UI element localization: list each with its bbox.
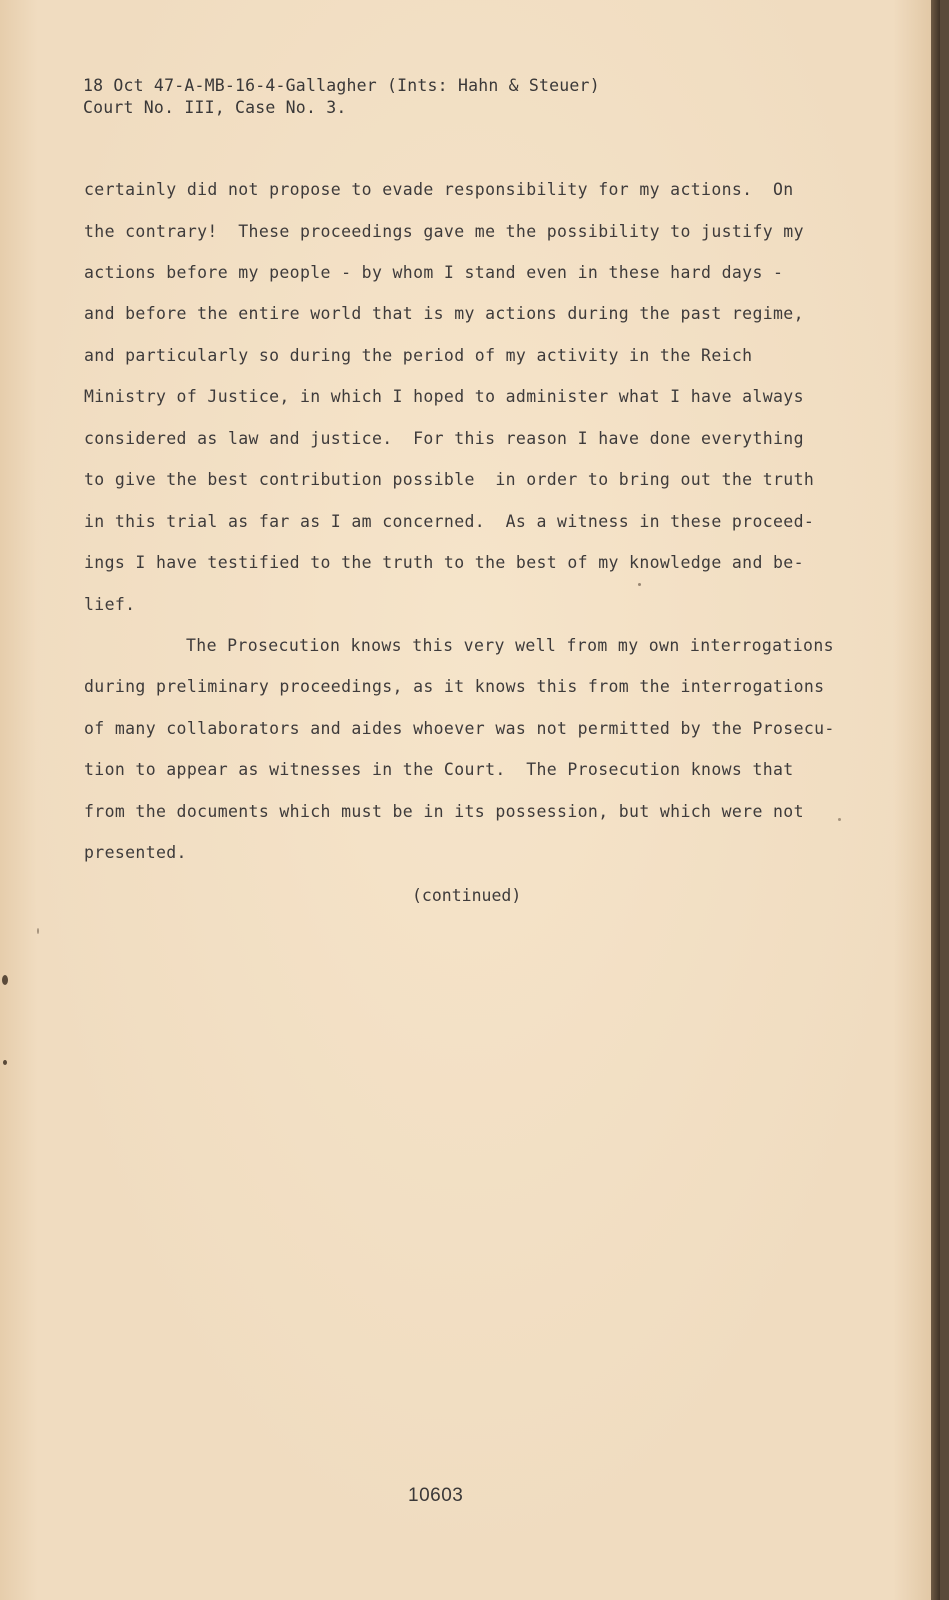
body-line: during preliminary proceedings, as it knows this from the interrogations (84, 677, 825, 696)
body-line: presented. (84, 843, 187, 862)
paper-speck (37, 928, 39, 934)
header-court-line: Court No. III, Case No. 3. (83, 98, 347, 117)
header-reference-line: 18 Oct 47-A-MB-16-4-Gallagher (Ints: Hahn & Steuer) (83, 76, 600, 95)
body-line: Ministry of Justice, in which I hoped to administer what I have always (84, 387, 804, 406)
body-line: lief. (84, 595, 136, 614)
body-line: actions before my people - by whom I stand even in these hard days - (84, 263, 784, 282)
paper-speck (838, 818, 841, 821)
paper-speck (2, 975, 8, 985)
continued-marker: (continued) (412, 886, 522, 905)
page-number: 10603 (408, 1485, 464, 1506)
page-edge-shadow (931, 0, 940, 1600)
body-line: considered as law and justice. For this reason I have done everything (84, 429, 804, 448)
body-line: of many collaborators and aides whoever was not permitted by the Prosecu- (84, 719, 835, 738)
body-line-indented: The Prosecution knows this very well from my own interrogations (186, 636, 834, 655)
body-line: in this trial as far as I am concerned. As a witness in these proceed- (84, 512, 815, 531)
body-line: and before the entire world that is my actions during the past regime, (84, 304, 804, 323)
body-line: ings I have testified to the truth to the best of my knowledge and be- (84, 553, 804, 572)
body-line: to give the best contribution possible in order to bring out the truth (84, 470, 815, 489)
paper-speck (3, 1060, 7, 1065)
body-line: the contrary! These proceedings gave me the possibility to justify my (84, 222, 804, 241)
body-line: from the documents which must be in its possession, but which were not (84, 802, 804, 821)
body-line: certainly did not propose to evade responsibility for my actions. On (84, 180, 794, 199)
body-line: and particularly so during the period of my activity in the Reich (84, 346, 753, 365)
body-line: tion to appear as witnesses in the Court. The Prosecution knows that (84, 760, 794, 779)
paper-speck (638, 583, 641, 586)
